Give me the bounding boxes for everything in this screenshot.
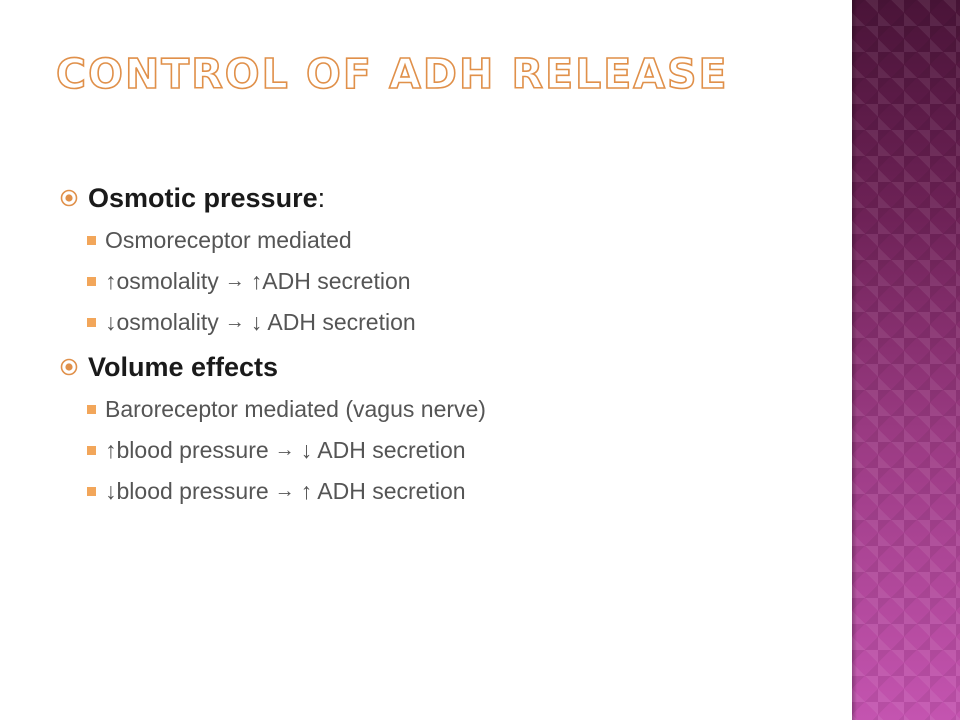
sub-bullet — [60, 471, 840, 512]
square-bullet-icon — [87, 446, 96, 455]
right-arrow-icon: → — [224, 270, 245, 292]
square-bullet-icon — [87, 318, 96, 327]
right-arrow-icon: → — [274, 480, 295, 502]
slide-title: CONTROL OF ADH RELEASE — [56, 50, 729, 98]
sub-bullet-cause: ↑osmolality — [105, 268, 219, 294]
sub-bullet-effect: ↓ ADH secretion — [250, 309, 416, 335]
sub-bullet — [60, 220, 840, 261]
heading-text: Volume effects — [88, 351, 279, 382]
bullet-volume-effects — [60, 345, 840, 389]
square-bullet-icon — [87, 236, 96, 245]
sub-bullet — [60, 261, 840, 302]
sub-bullet-effect: ↓ ADH secretion — [300, 437, 466, 463]
decorative-side-panel — [852, 0, 960, 720]
slide-body — [60, 176, 840, 512]
square-bullet-icon — [87, 277, 96, 286]
sub-bullet — [60, 389, 840, 430]
sub-bullet — [60, 430, 840, 471]
heading-text: Osmotic pressure — [88, 182, 318, 213]
sub-bullet-effect: ↑ADH secretion — [250, 268, 411, 294]
square-bullet-icon — [87, 487, 96, 496]
sub-bullet-cause: ↑blood pressure — [105, 437, 269, 463]
circle-target-bullet-icon — [60, 358, 78, 376]
right-arrow-icon: → — [224, 311, 245, 333]
sub-bullet-cause: ↓osmolality — [105, 309, 219, 335]
sub-bullet-cause: ↓blood pressure — [105, 478, 269, 504]
square-bullet-icon — [87, 405, 96, 414]
sub-bullet — [60, 302, 840, 343]
sub-bullet-text: Osmoreceptor mediated — [105, 227, 352, 253]
bullet-osmotic-pressure — [60, 176, 840, 220]
right-arrow-icon: → — [274, 439, 295, 461]
sub-bullet-text: Baroreceptor mediated (vagus nerve) — [105, 396, 486, 422]
heading-suffix: : — [317, 182, 326, 213]
sub-bullet-effect: ↑ ADH secretion — [300, 478, 466, 504]
circle-target-bullet-icon — [60, 189, 78, 207]
